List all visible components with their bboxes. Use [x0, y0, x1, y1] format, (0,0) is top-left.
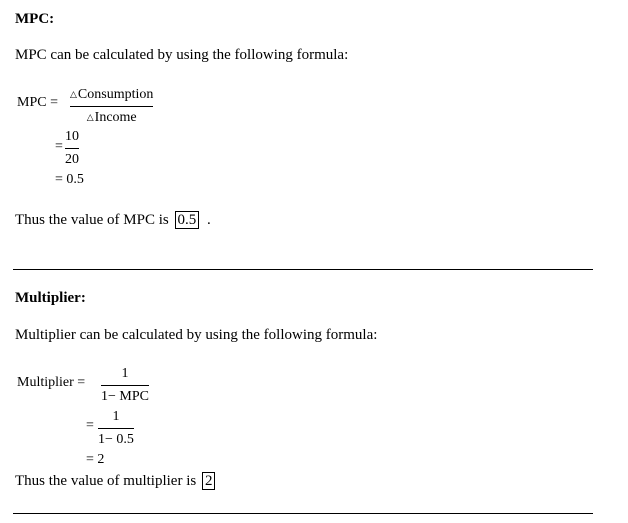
multiplier-heading: Multiplier:: [15, 290, 86, 306]
multiplier-step2-denominator: 1− 0.5: [98, 432, 134, 447]
section-divider: [13, 513, 593, 514]
multiplier-formula-numerator: 1: [121, 366, 129, 381]
delta-icon: △: [86, 112, 94, 122]
mpc-formula-lhs: MPC =: [17, 95, 58, 110]
multiplier-result: = 2: [86, 452, 105, 467]
mpc-step2-denominator: 20: [65, 152, 79, 167]
mpc-step2-fraction: [65, 128, 79, 169]
delta-icon: △: [70, 89, 77, 99]
section-divider: [13, 269, 593, 270]
multiplier-conclusion: Thus the value of multiplier is 2: [15, 472, 215, 490]
mpc-step2-numerator: 10: [65, 129, 79, 144]
multiplier-intro-text: Multiplier can be calculated by using the following formula:: [15, 327, 378, 343]
mpc-step2-eq: =: [55, 139, 63, 154]
mpc-formula-denominator: △Income: [86, 110, 137, 125]
fraction-bar: [101, 385, 149, 386]
multiplier-step2-numerator: 1: [112, 409, 120, 424]
fraction-bar: [98, 428, 134, 429]
multiplier-step2-fraction: [98, 408, 134, 449]
multiplier-formula-lhs: Multiplier =: [17, 375, 86, 390]
mpc-formula-numerator: △Consumption: [70, 87, 154, 102]
multiplier-step2-eq: =: [86, 418, 94, 433]
multiplier-answer-box: 2: [202, 472, 216, 490]
mpc-answer-box: 0.5: [175, 211, 200, 229]
fraction-bar: [70, 106, 153, 107]
fraction-bar: [65, 148, 79, 149]
mpc-conclusion: Thus the value of MPC is 0.5 .: [15, 212, 211, 228]
mpc-result: = 0.5: [55, 172, 84, 187]
multiplier-formula-denominator: 1− MPC: [101, 389, 149, 404]
mpc-intro-text: MPC can be calculated by using the following formula:: [15, 47, 349, 63]
mpc-heading: MPC:: [15, 11, 55, 27]
mpc-formula-fraction: [70, 86, 153, 127]
multiplier-formula-fraction: [101, 365, 149, 406]
